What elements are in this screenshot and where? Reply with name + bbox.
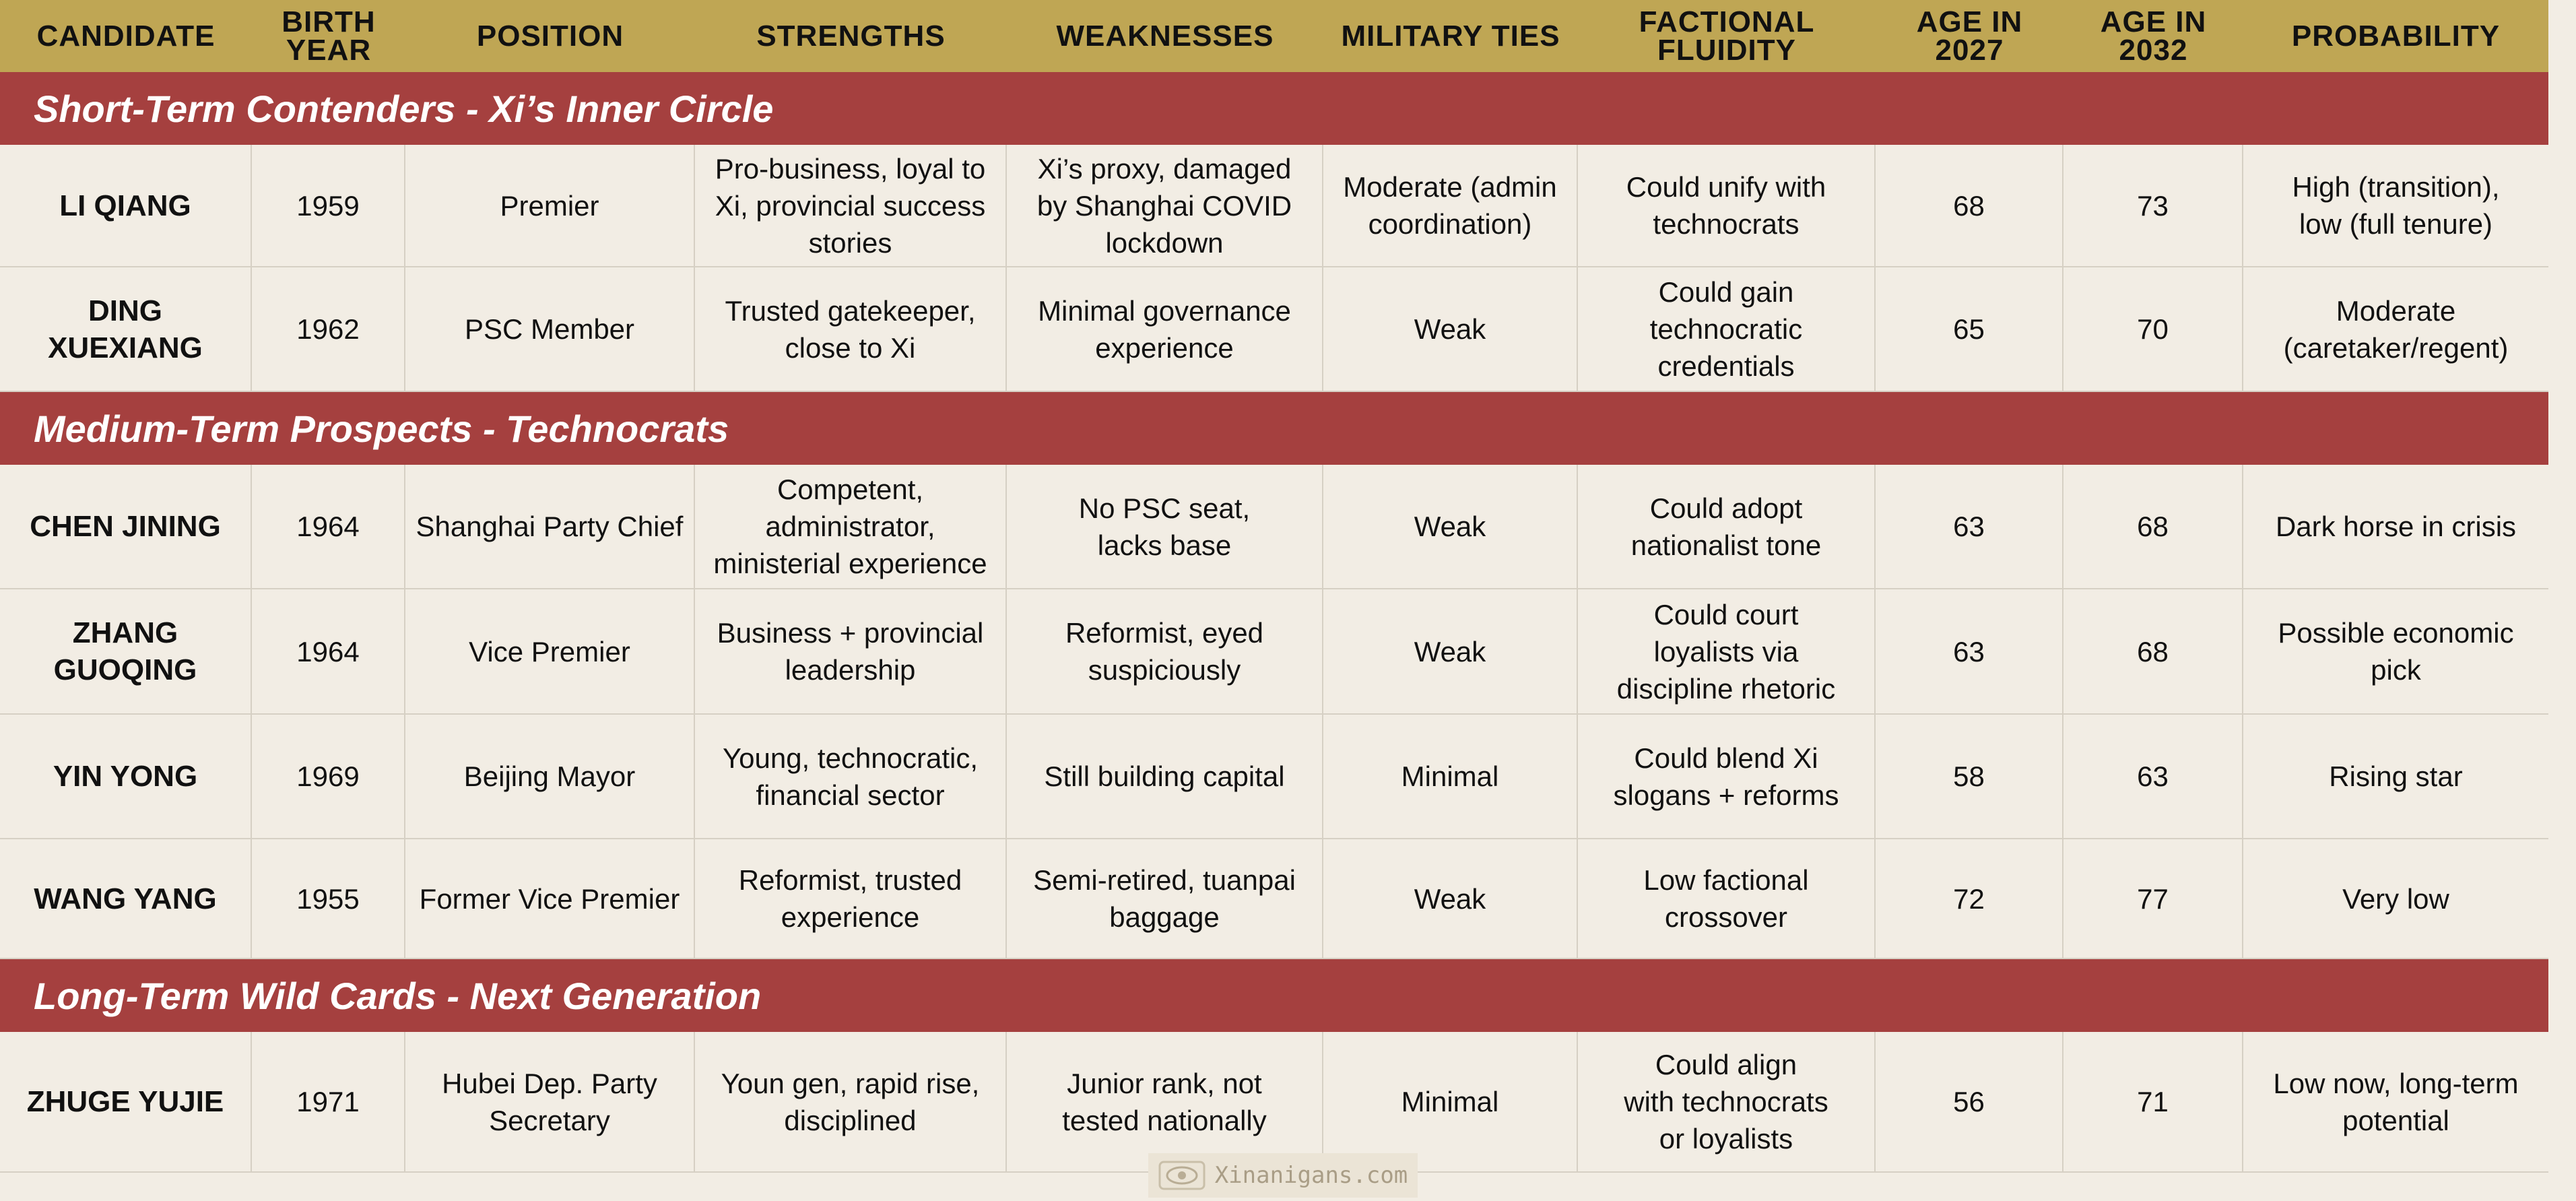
cell-position: Hubei Dep. Party Secretary xyxy=(405,1032,695,1173)
cell-probability: High (transition), low (full tenure) xyxy=(2243,145,2548,267)
header-strengths-line: STRENGTHS xyxy=(756,19,946,53)
cell-weaknesses: Reformist, eyed suspiciously xyxy=(1007,589,1323,715)
cell-birth-year: 1959 xyxy=(252,145,405,267)
header-candidate xyxy=(0,0,252,72)
header-factional-fluidity-line: FLUIDITY xyxy=(1657,33,1796,67)
header-factional-fluidity-line: FACTIONAL xyxy=(1639,5,1815,38)
cell-age-2032: 68 xyxy=(2063,589,2243,715)
cell-military-ties: Minimal xyxy=(1323,1032,1578,1173)
header-age-2027 xyxy=(1876,0,2063,72)
cell-age-2027: 72 xyxy=(1876,839,2063,959)
cell-age-2032: 63 xyxy=(2063,715,2243,839)
header-birth-year-line: BIRTH xyxy=(282,5,376,38)
header-age-2032-line: AGE IN xyxy=(2100,5,2207,38)
cell-factional-fluidity: Could unify with technocrats xyxy=(1578,145,1876,267)
cell-position: Shanghai Party Chief xyxy=(405,465,695,589)
cell-military-ties: Weak xyxy=(1323,267,1578,392)
watermark-text: Xinanigans.com xyxy=(1214,1162,1408,1189)
cell-military-ties: Weak xyxy=(1323,465,1578,589)
header-weaknesses xyxy=(1007,0,1323,72)
header-birth-year xyxy=(252,0,405,72)
cell-birth-year: 1971 xyxy=(252,1032,405,1173)
cell-position: Vice Premier xyxy=(405,589,695,715)
cell-military-ties: Weak xyxy=(1323,589,1578,715)
cell-age-2027: 63 xyxy=(1876,589,2063,715)
header-weaknesses-line: WEAKNESSES xyxy=(1056,19,1274,53)
eye-logo-icon xyxy=(1158,1161,1206,1190)
cell-military-ties: Moderate (admin coordination) xyxy=(1323,145,1578,267)
cell-factional-fluidity: Could court loyalists via discipline rhetoric xyxy=(1578,589,1876,715)
cell-military-ties: Minimal xyxy=(1323,715,1578,839)
cell-factional-fluidity: Could adopt nationalist tone xyxy=(1578,465,1876,589)
cell-probability: Low now, long-term potential xyxy=(2243,1032,2548,1173)
header-factional-fluidity xyxy=(1578,0,1876,72)
header-probability-line: PROBABILITY xyxy=(2291,19,2501,53)
cell-weaknesses: Minimal governance experience xyxy=(1007,267,1323,392)
cell-strengths: Business + provincial leadership xyxy=(695,589,1007,715)
header-birth-year-line: YEAR xyxy=(286,33,372,67)
cell-age-2027: 56 xyxy=(1876,1032,2063,1173)
cell-position: Former Vice Premier xyxy=(405,839,695,959)
cell-candidate: ZHUGE YUJIE xyxy=(0,1032,252,1173)
cell-age-2027: 63 xyxy=(1876,465,2063,589)
cell-position: PSC Member xyxy=(405,267,695,392)
header-position-line: POSITION xyxy=(476,19,624,53)
cell-factional-fluidity: Could blend Xi slogans + reforms xyxy=(1578,715,1876,839)
cell-age-2032: 71 xyxy=(2063,1032,2243,1173)
cell-age-2032: 73 xyxy=(2063,145,2243,267)
cell-age-2032: 70 xyxy=(2063,267,2243,392)
watermark xyxy=(1148,1153,1418,1198)
header-candidate-line: CANDIDATE xyxy=(36,19,216,53)
cell-probability: Dark horse in crisis xyxy=(2243,465,2548,589)
header-military-ties-line: MILITARY TIES xyxy=(1341,19,1560,53)
cell-candidate: LI QIANG xyxy=(0,145,252,267)
section-title: Long-Term Wild Cards - Next Generation xyxy=(0,959,2548,1032)
section-title: Short-Term Contenders - Xi’s Inner Circle xyxy=(0,72,2548,145)
header-position xyxy=(405,0,695,72)
cell-factional-fluidity: Could gain technocratic credentials xyxy=(1578,267,1876,392)
cell-birth-year: 1955 xyxy=(252,839,405,959)
section-title: Medium-Term Prospects - Technocrats xyxy=(0,392,2548,465)
header-age-2027-line: 2027 xyxy=(1935,33,2004,67)
cell-weaknesses: Semi-retired, tuanpai baggage xyxy=(1007,839,1323,959)
cell-strengths: Youn gen, rapid rise, disciplined xyxy=(695,1032,1007,1173)
cell-birth-year: 1964 xyxy=(252,589,405,715)
cell-weaknesses: Junior rank, not tested nationally xyxy=(1007,1032,1323,1173)
cell-position: Beijing Mayor xyxy=(405,715,695,839)
cell-candidate: ZHANG GUOQING xyxy=(0,589,252,715)
cell-birth-year: 1964 xyxy=(252,465,405,589)
cell-age-2032: 68 xyxy=(2063,465,2243,589)
cell-probability: Rising star xyxy=(2243,715,2548,839)
cell-strengths: Competent, administrator, ministerial experience xyxy=(695,465,1007,589)
header-strengths xyxy=(695,0,1007,72)
header-age-2027-line: AGE IN xyxy=(1916,5,2023,38)
cell-age-2027: 68 xyxy=(1876,145,2063,267)
cell-factional-fluidity: Low factional crossover xyxy=(1578,839,1876,959)
header-military-ties xyxy=(1323,0,1578,72)
cell-birth-year: 1962 xyxy=(252,267,405,392)
header-age-2032 xyxy=(2063,0,2243,72)
cell-age-2027: 65 xyxy=(1876,267,2063,392)
cell-strengths: Young, technocratic, financial sector xyxy=(695,715,1007,839)
cell-age-2027: 58 xyxy=(1876,715,2063,839)
cell-weaknesses: Xi’s proxy, damaged by Shanghai COVID lockdown xyxy=(1007,145,1323,267)
header-probability xyxy=(2243,0,2548,72)
cell-probability: Possible economic pick xyxy=(2243,589,2548,715)
cell-weaknesses: Still building capital xyxy=(1007,715,1323,839)
cell-strengths: Trusted gatekeeper, close to Xi xyxy=(695,267,1007,392)
header-age-2032-line: 2032 xyxy=(2119,33,2188,67)
cell-candidate: CHEN JINING xyxy=(0,465,252,589)
cell-weaknesses: No PSC seat, lacks base xyxy=(1007,465,1323,589)
cell-strengths: Reformist, trusted experience xyxy=(695,839,1007,959)
cell-birth-year: 1969 xyxy=(252,715,405,839)
cell-candidate: YIN YONG xyxy=(0,715,252,839)
cell-candidate: WANG YANG xyxy=(0,839,252,959)
cell-strengths: Pro-business, loyal to Xi, provincial success stories xyxy=(695,145,1007,267)
cell-factional-fluidity: Could align with technocrats or loyalists xyxy=(1578,1032,1876,1173)
cell-probability: Very low xyxy=(2243,839,2548,959)
cell-candidate: DING XUEXIANG xyxy=(0,267,252,392)
cell-position: Premier xyxy=(405,145,695,267)
cell-age-2032: 77 xyxy=(2063,839,2243,959)
cell-probability: Moderate (caretaker/regent) xyxy=(2243,267,2548,392)
cell-military-ties: Weak xyxy=(1323,839,1578,959)
